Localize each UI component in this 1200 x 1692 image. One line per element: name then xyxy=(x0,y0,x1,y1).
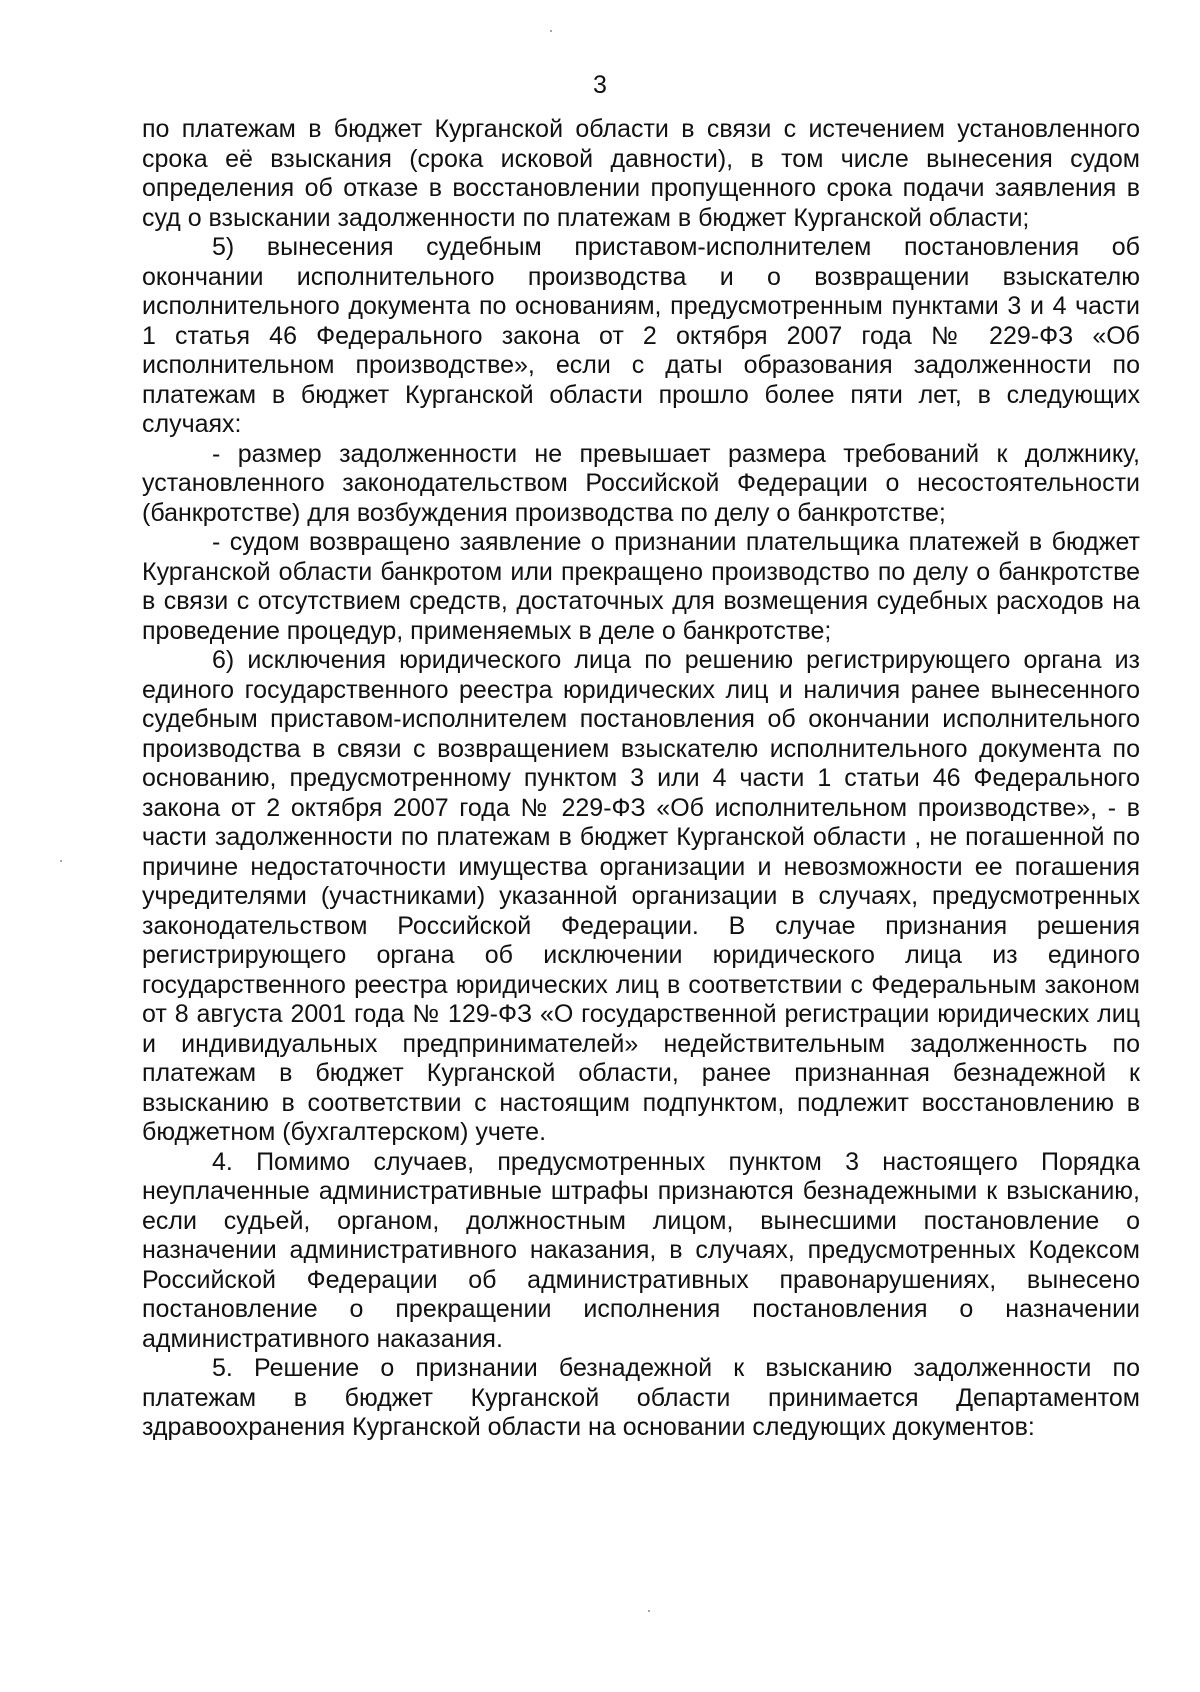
scan-speck xyxy=(550,30,552,32)
document-body xyxy=(142,115,1140,1443)
paragraph-bullet-debt-size: - размер задолженности не превышает размера требований к должнику, установленного законодательством Российской Федерации о несостоятельности (банкротстве) для возбуждения производства по делу о банкротстве; xyxy=(142,439,1140,527)
paragraph-item-5: 5) вынесения судебным приставом-исполнителем постановления об окончании исполнительного производства и о возвращении взыскателю исполнительного документа по основаниям, предусмотренным пунктами 3 и 4 части 1 статья 46 Федерального закона от 2 октября 2007 года № 229-ФЗ «Об исполнительном производстве», если с даты образования задолженности по платежам в бюджет Курганской области прошло более пяти лет, в следующих случаях: xyxy=(142,233,1140,438)
scan-speck xyxy=(60,860,62,862)
paragraph-item-6: 6) исключения юридического лица по решению регистрирующего органа из единого государственного реестра юридических лиц и наличия ранее вынесенного судебным приставом-исполнителем постановления об окончании исполнительного производства в связи с возвращением взыскателю исполнительного документа по основанию, предусмотренному пунктом 3 или 4 части 1 статьи 46 Федерального закона от 2 октября 2007 года № 229-ФЗ «Об исполнительном производстве», - в части задолженности по платежам в бюджет Курганской области , не погашенной по причине недостаточности имущества организации и невозможности ее погашения учредителями (участниками) указанной организации в случаях, предусмотренных законодательством Российской Федерации. В случае признания решения регистрирующего органа об исключении юридического лица из единого государственного реестра юридических лиц в соответствии с Федеральным законом от 8 августа 2001 года № 129-ФЗ «О государственной регистрации юридических лиц и индивидуальных предпринимателей» недействительным задолженность по платежам в бюджет Курганской области, ранее признанная безнадежной к взысканию в соответствии с настоящим подпунктом, подлежит восстановлению в бюджетном (бухгалтерском) учете. xyxy=(142,646,1140,1146)
paragraph-section-4: 4. Помимо случаев, предусмотренных пунктом 3 настоящего Порядка неуплаченные административные штрафы признаются безнадежными к взысканию, если судьей, органом, должностным лицом, вынесшими постановление о назначении административного наказания, в случаях, предусмотренных Кодексом Российской Федерации об административных правонарушениях, вынесено постановление о прекращении исполнения постановления о назначении административного наказания. xyxy=(142,1147,1140,1353)
paragraph-section-5: 5. Решение о признании безнадежной к взысканию задолженности по платежам в бюджет Курганской области принимается Департаментом здравоохранения Курганской области на основании следующих документов: xyxy=(142,1354,1140,1441)
paragraph-bullet-bankruptcy: - судом возвращено заявление о признании плательщика платежей в бюджет Курганской области банкротом или прекращено производство по делу о банкротстве в связи с отсутствием средств, достаточных для возмещения судебных расходов на проведение процедур, применяемых в деле о банкротстве; xyxy=(142,528,1140,645)
paragraph-continuation: по платежам в бюджет Курганской области в связи с истечением установленного срока её взыскания (срока исковой давности), в том числе вынесения судом определения об отказе в восстановлении пропущенного срока подачи заявления в суд о взыскании задолженности по платежам в бюджет Курганской области; xyxy=(142,115,1140,232)
page-number: 3 xyxy=(593,71,607,99)
scan-speck xyxy=(648,1610,650,1612)
